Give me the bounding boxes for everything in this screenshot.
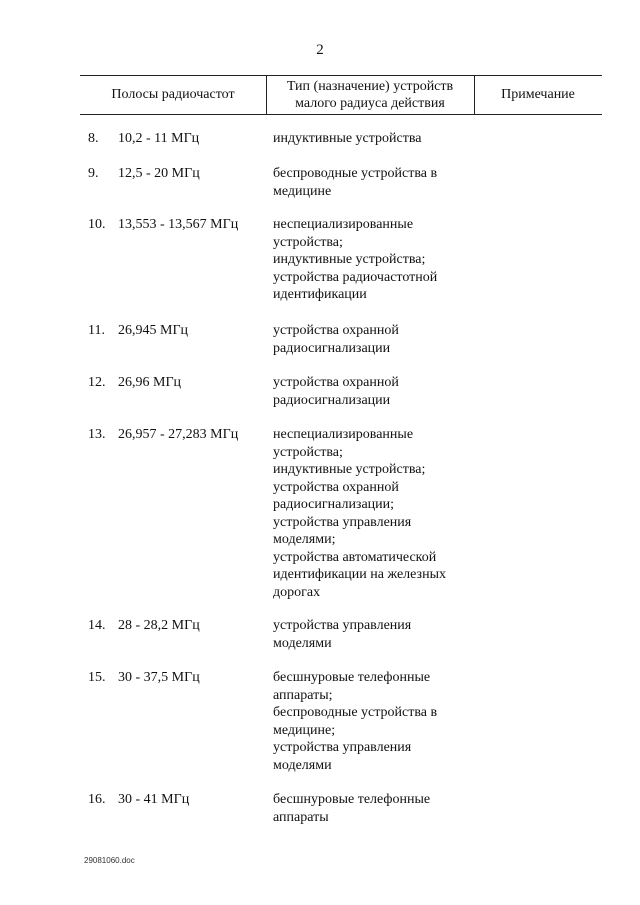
- page-number: 2: [316, 42, 324, 58]
- device-type-line: устройства охранной: [273, 323, 399, 338]
- device-type-line: аппараты;: [273, 687, 333, 703]
- row-device-types: [273, 216, 473, 304]
- device-type-line: бесшнуровые телефонные: [273, 670, 431, 685]
- row-frequency-band: 28 - 28,2 МГц: [118, 618, 200, 633]
- row-frequency-band: 13,553 - 13,567 МГц: [118, 217, 239, 232]
- device-type-line: идентификации: [273, 287, 367, 302]
- device-type-line: медицине;: [273, 722, 336, 738]
- device-type-line: устройства;: [273, 444, 343, 460]
- device-type-line: устройства;: [273, 234, 343, 250]
- device-type-line: моделями: [273, 635, 332, 651]
- device-type-line: устройства управления: [273, 618, 412, 633]
- device-type-line: устройства управления: [273, 740, 412, 755]
- device-type-line: радиосигнализации;: [273, 497, 395, 512]
- device-type-line: неспециализированные: [273, 217, 414, 232]
- row-frequency-band: 30 - 37,5 МГц: [118, 670, 200, 685]
- device-type-line: неспециализированные: [273, 427, 414, 442]
- row-frequency-band: 12,5 - 20 МГц: [118, 166, 200, 181]
- header-note: Примечание: [501, 87, 575, 102]
- device-type-line: устройства радиочастотной: [273, 269, 438, 285]
- device-type-line: идентификации на железных: [273, 567, 446, 582]
- row-device-types: [273, 791, 473, 826]
- device-type-line: устройства управления: [273, 514, 412, 530]
- device-type-line: радиосигнализации: [273, 340, 391, 356]
- row-number: 16.: [88, 792, 106, 807]
- row-frequency-band: 26,957 - 27,283 МГц: [118, 427, 239, 442]
- row-frequency-band: 26,96 МГц: [118, 375, 182, 390]
- device-type-line: аппараты: [273, 809, 329, 825]
- row-device-types: [273, 130, 473, 148]
- device-type-line: индуктивные устройства: [273, 131, 422, 146]
- header-type-line2: малого радиуса действия: [295, 95, 445, 111]
- header-type-line1: Тип (назначение) устройств: [286, 78, 454, 94]
- row-frequency-band: 10,2 - 11 МГц: [118, 131, 200, 146]
- device-type-line: индуктивные устройства;: [273, 252, 426, 267]
- row-number: 14.: [88, 618, 106, 633]
- device-type-line: радиосигнализации: [273, 392, 391, 408]
- device-type-line: моделями: [273, 757, 332, 773]
- device-type-line: устройства автоматической: [273, 549, 437, 565]
- device-type-line: дорогах: [273, 584, 321, 600]
- row-number: 12.: [88, 375, 106, 390]
- device-type-line: устройства охранной: [273, 375, 399, 390]
- row-device-types: [273, 426, 473, 601]
- device-type-line: моделями;: [273, 532, 336, 547]
- row-device-types: [273, 669, 473, 774]
- device-type-line: медицине: [273, 183, 332, 199]
- row-number: 13.: [88, 427, 106, 442]
- device-type-line: индуктивные устройства;: [273, 462, 426, 477]
- device-type-line: беспроводные устройства в: [273, 705, 438, 720]
- row-number: 8.: [88, 131, 99, 146]
- row-frequency-band: 30 - 41 МГц: [118, 792, 190, 807]
- row-device-types: [273, 374, 473, 409]
- row-number: 9.: [88, 166, 99, 181]
- footer-filename: 29081060.doc: [84, 856, 135, 865]
- device-type-line: беспроводные устройства в: [273, 166, 438, 181]
- row-number: 15.: [88, 670, 106, 685]
- row-device-types: [273, 322, 473, 357]
- row-frequency-band: 26,945 МГц: [118, 323, 189, 338]
- device-type-line: бесшнуровые телефонные: [273, 792, 431, 807]
- device-type-line: устройства охранной: [273, 479, 399, 495]
- header-band: Полосы радиочастот: [111, 87, 235, 102]
- row-device-types: [273, 165, 473, 200]
- row-number: 11.: [88, 323, 105, 338]
- row-device-types: [273, 617, 473, 652]
- row-number: 10.: [88, 217, 106, 232]
